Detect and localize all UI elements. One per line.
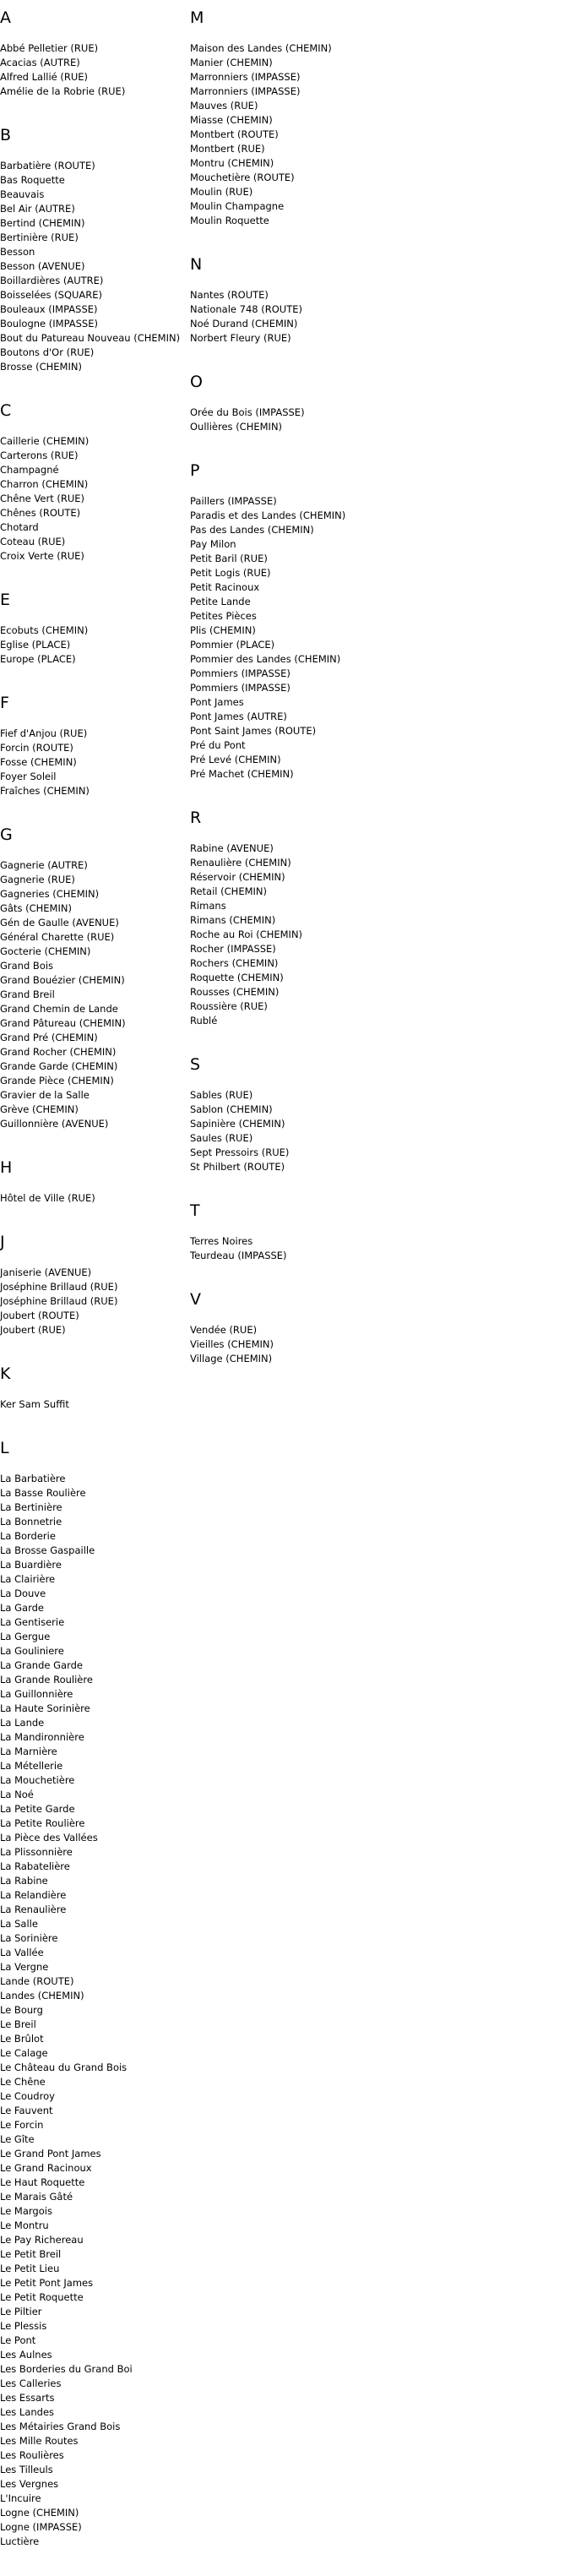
- street-link[interactable]: Le Petit Pont James: [0, 2277, 94, 2289]
- street-link[interactable]: Pommiers (IMPASSE): [190, 682, 290, 694]
- street-link[interactable]: Pay Milon: [190, 538, 236, 550]
- letter-heading: N: [190, 255, 203, 274]
- street-link[interactable]: Le Marais Gâté: [0, 2191, 73, 2203]
- letter-section-m: [190, 8, 562, 228]
- street-link[interactable]: La Vallée: [0, 1947, 44, 1958]
- street-link[interactable]: Petites Pièces: [190, 610, 257, 622]
- street-link[interactable]: Joséphine Brillaud (RUE): [0, 1281, 118, 1293]
- street-link[interactable]: Montbert (ROUTE): [190, 128, 279, 140]
- street-link[interactable]: Réservoir (CHEMIN): [190, 871, 285, 883]
- street-link[interactable]: La Petite Roulière: [0, 1817, 85, 1829]
- street-link[interactable]: Janiserie (AVENUE): [0, 1266, 92, 1278]
- street-link[interactable]: Nantes (ROUTE): [190, 289, 269, 301]
- street-link[interactable]: Chêne Vert (RUE): [0, 493, 85, 504]
- street-link[interactable]: Saules (RUE): [190, 1132, 253, 1144]
- street-link[interactable]: Bertind (CHEMIN): [0, 217, 85, 229]
- street-link[interactable]: Le Bourg: [0, 2004, 43, 2016]
- street-link[interactable]: Le Grand Racinoux: [0, 2162, 92, 2174]
- street-link[interactable]: La Marnière: [0, 1745, 57, 1757]
- street-link[interactable]: L'Incuire: [0, 2492, 41, 2504]
- street-link[interactable]: Petit Logis (RUE): [190, 567, 271, 579]
- letter-heading: T: [190, 1201, 200, 1220]
- street-link[interactable]: La Mouchetière: [0, 1774, 75, 1786]
- street-link[interactable]: La Brosse Gaspaille: [0, 1544, 95, 1556]
- street-link[interactable]: Le Petit Breil: [0, 2248, 62, 2260]
- street-link[interactable]: Terres Noires: [190, 1235, 253, 1247]
- street-link[interactable]: Maison des Landes (CHEMIN): [190, 42, 332, 54]
- street-link[interactable]: La Gouliniere: [0, 1645, 64, 1657]
- street-link[interactable]: Montru (CHEMIN): [190, 157, 274, 169]
- street-link[interactable]: Pré Machet (CHEMIN): [190, 768, 294, 780]
- street-link[interactable]: La Basse Roulière: [0, 1487, 86, 1499]
- street-list: [0, 1266, 187, 1337]
- street-link[interactable]: Boutons d'Or (RUE): [0, 346, 95, 358]
- street-link[interactable]: Luctière: [0, 2535, 40, 2547]
- street-link[interactable]: Logne (CHEMIN): [0, 2507, 79, 2519]
- street-link[interactable]: La Borderie: [0, 1530, 56, 1542]
- street-link[interactable]: Gagnerie (AUTRE): [0, 859, 88, 871]
- street-link[interactable]: Chênes (ROUTE): [0, 507, 81, 519]
- street-link[interactable]: La Mandironnière: [0, 1731, 84, 1743]
- letter-section-c: [0, 401, 187, 564]
- letter-heading: V: [190, 1290, 201, 1309]
- street-link[interactable]: Pont Saint James (ROUTE): [190, 725, 317, 737]
- street-link[interactable]: Bas Roquette: [0, 174, 65, 186]
- street-link[interactable]: Le Piltier: [0, 2306, 42, 2317]
- street-link[interactable]: La Grande Roulière: [0, 1674, 93, 1686]
- street-link[interactable]: La Gergue: [0, 1631, 51, 1642]
- street-link[interactable]: Pommier des Landes (CHEMIN): [190, 653, 341, 665]
- street-link[interactable]: Pas des Landes (CHEMIN): [190, 524, 314, 536]
- street-link[interactable]: Sept Pressoirs (RUE): [190, 1146, 290, 1158]
- street-link[interactable]: Gravier de la Salle: [0, 1089, 90, 1101]
- street-link[interactable]: La Gentiserie: [0, 1616, 65, 1628]
- street-link[interactable]: Sables (RUE): [190, 1089, 253, 1101]
- street-list: [0, 1397, 187, 1412]
- street-link[interactable]: Europe (PLACE): [0, 653, 76, 665]
- street-link[interactable]: Général Charette (RUE): [0, 931, 115, 943]
- letter-section-a: [0, 8, 187, 99]
- street-link[interactable]: Pommier (PLACE): [190, 639, 275, 651]
- street-link[interactable]: La Clairière: [0, 1573, 56, 1585]
- letter-heading: O: [190, 373, 203, 391]
- street-link[interactable]: Petit Racinoux: [190, 581, 260, 593]
- letter-section-o: [190, 373, 562, 434]
- street-link[interactable]: Roquette (CHEMIN): [190, 972, 284, 983]
- street-link[interactable]: La Vergne: [0, 1961, 49, 1973]
- street-link[interactable]: La Rabatelière: [0, 1860, 70, 1872]
- street-link[interactable]: Paillers (IMPASSE): [190, 495, 277, 507]
- street-link[interactable]: Le Calage: [0, 2047, 48, 2059]
- street-link[interactable]: La Bertinière: [0, 1501, 62, 1513]
- street-link[interactable]: Croix Verte (RUE): [0, 550, 84, 562]
- street-link[interactable]: Marronniers (IMPASSE): [190, 71, 301, 83]
- letter-section-v: [190, 1290, 562, 1366]
- street-link[interactable]: Bel Air (AUTRE): [0, 203, 75, 215]
- street-link[interactable]: Hôtel de Ville (RUE): [0, 1192, 95, 1204]
- street-link[interactable]: Pont James: [190, 696, 244, 708]
- street-link[interactable]: La Haute Sorinière: [0, 1702, 90, 1714]
- street-list: [0, 624, 187, 667]
- street-link[interactable]: St Philbert (ROUTE): [190, 1161, 285, 1173]
- street-link[interactable]: Rimans: [190, 900, 226, 912]
- street-link[interactable]: Pré Levé (CHEMIN): [190, 754, 281, 765]
- street-link[interactable]: Landes (CHEMIN): [0, 1990, 84, 2001]
- street-link[interactable]: Rochers (CHEMIN): [190, 957, 279, 969]
- street-link[interactable]: Moulin Roquette: [190, 215, 269, 226]
- street-link[interactable]: Les Essarts: [0, 2392, 55, 2404]
- street-link[interactable]: Lande (ROUTE): [0, 1975, 74, 1987]
- street-link[interactable]: La Sorinière: [0, 1932, 58, 1944]
- street-link[interactable]: La Petite Garde: [0, 1803, 75, 1815]
- street-link[interactable]: Grande Pièce (CHEMIN): [0, 1075, 114, 1086]
- street-link[interactable]: Grand Breil: [0, 988, 55, 1000]
- street-link[interactable]: Le Forcin: [0, 2119, 44, 2131]
- letter-section-k: [0, 1364, 187, 1412]
- street-link[interactable]: La Douve: [0, 1588, 46, 1599]
- street-link[interactable]: Le Haut Roquette: [0, 2176, 85, 2188]
- street-link[interactable]: Pont James (AUTRE): [190, 711, 287, 722]
- street-link[interactable]: Ecobuts (CHEMIN): [0, 624, 89, 636]
- street-link[interactable]: Le Coudroy: [0, 2090, 55, 2102]
- street-link[interactable]: La Plissonnière: [0, 1846, 73, 1858]
- street-link[interactable]: Grand Bouézier (CHEMIN): [0, 974, 125, 986]
- street-link[interactable]: Joubert (ROUTE): [0, 1310, 79, 1321]
- street-link[interactable]: Gén de Gaulle (AVENUE): [0, 917, 119, 929]
- street-list: [190, 494, 562, 782]
- street-link[interactable]: Le Margois: [0, 2205, 52, 2217]
- street-link[interactable]: Acacias (AUTRE): [0, 57, 80, 68]
- street-list: [0, 159, 187, 374]
- street-link[interactable]: Rublé: [190, 1015, 218, 1027]
- street-link[interactable]: La Guillonnière: [0, 1688, 73, 1700]
- street-link[interactable]: Forcin (ROUTE): [0, 742, 73, 754]
- street-link[interactable]: Orée du Bois (IMPASSE): [190, 406, 305, 418]
- street-link[interactable]: Moulin Champagne: [190, 200, 285, 212]
- street-link[interactable]: Abbé Pelletier (RUE): [0, 42, 99, 54]
- right-column: [190, 8, 562, 1393]
- letter-heading: K: [0, 1364, 11, 1383]
- letter-heading: H: [0, 1158, 13, 1177]
- street-link[interactable]: Fief d'Anjou (RUE): [0, 727, 88, 739]
- street-link[interactable]: Miasse (CHEMIN): [190, 114, 273, 126]
- street-link[interactable]: Le Petit Lieu: [0, 2263, 60, 2274]
- street-link[interactable]: Mauves (RUE): [190, 100, 258, 112]
- street-link[interactable]: Grande Garde (CHEMIN): [0, 1060, 118, 1072]
- street-link[interactable]: Roussière (RUE): [190, 1000, 268, 1012]
- street-link[interactable]: Le Petit Roquette: [0, 2291, 84, 2303]
- street-link[interactable]: Renaulière (CHEMIN): [190, 857, 291, 869]
- street-link[interactable]: Caillerie (CHEMIN): [0, 435, 90, 447]
- letter-section-s: [190, 1055, 562, 1174]
- street-link[interactable]: Le Grand Pont James: [0, 2148, 101, 2159]
- street-link[interactable]: Nationale 748 (ROUTE): [190, 303, 302, 315]
- street-link[interactable]: Roche au Roi (CHEMIN): [190, 929, 303, 940]
- street-link[interactable]: Petit Baril (RUE): [190, 553, 268, 564]
- street-list: [0, 1191, 187, 1206]
- street-list: [0, 1472, 187, 2549]
- street-link[interactable]: La Buardière: [0, 1559, 62, 1571]
- letter-heading: A: [0, 8, 11, 27]
- street-link[interactable]: Brosse (CHEMIN): [0, 361, 82, 373]
- letter-section-t: [190, 1201, 562, 1263]
- street-link[interactable]: La Noé: [0, 1789, 34, 1800]
- street-link[interactable]: Petite Lande: [190, 596, 251, 607]
- letter-section-b: [0, 126, 187, 374]
- street-link[interactable]: Mouchetière (ROUTE): [190, 172, 295, 183]
- letter-section-l: [0, 1439, 187, 2549]
- street-link[interactable]: Le Breil: [0, 2018, 36, 2030]
- street-link[interactable]: Manier (CHEMIN): [190, 57, 273, 68]
- street-link[interactable]: La Grande Garde: [0, 1659, 83, 1671]
- street-link[interactable]: Les Borderies du Grand Boi: [0, 2363, 133, 2375]
- street-link[interactable]: Charron (CHEMIN): [0, 478, 89, 490]
- street-link[interactable]: Montbert (RUE): [190, 143, 265, 155]
- street-link[interactable]: Ker Sam Suffit: [0, 1398, 69, 1410]
- street-link[interactable]: Amélie de la Robrie (RUE): [0, 85, 126, 97]
- street-link[interactable]: La Pièce des Vallées: [0, 1832, 98, 1844]
- street-link[interactable]: Vieilles (CHEMIN): [190, 1338, 274, 1350]
- street-link[interactable]: Le Plessis: [0, 2320, 47, 2332]
- street-link[interactable]: Le Brûlot: [0, 2033, 44, 2045]
- street-link[interactable]: Moulin (RUE): [190, 186, 253, 198]
- letter-heading: F: [0, 694, 9, 712]
- street-link[interactable]: Alfred Lallié (RUE): [0, 71, 89, 83]
- street-link[interactable]: Grève (CHEMIN): [0, 1103, 79, 1115]
- street-link[interactable]: La Bonnetrie: [0, 1516, 62, 1528]
- letter-heading: M: [190, 8, 204, 27]
- street-link[interactable]: Marronniers (IMPASSE): [190, 85, 301, 97]
- street-link[interactable]: Beauvais: [0, 188, 45, 200]
- street-link[interactable]: Foyer Soleil: [0, 771, 57, 782]
- street-link[interactable]: Le Fauvent: [0, 2105, 53, 2116]
- street-link[interactable]: Le Pay Richereau: [0, 2234, 84, 2246]
- street-list: [190, 1088, 562, 1174]
- street-link[interactable]: Rimans (CHEMIN): [190, 914, 276, 926]
- street-link[interactable]: Les Calleries: [0, 2377, 62, 2389]
- street-link[interactable]: Boillardières (AUTRE): [0, 275, 104, 286]
- street-link[interactable]: Fosse (CHEMIN): [0, 756, 77, 768]
- street-link[interactable]: Sablon (CHEMIN): [190, 1103, 273, 1115]
- street-link[interactable]: Grand Pâtureau (CHEMIN): [0, 1017, 126, 1029]
- street-link[interactable]: Chotard: [0, 521, 39, 533]
- street-link[interactable]: Les Vergnes: [0, 2478, 59, 2490]
- street-link[interactable]: Grand Pré (CHEMIN): [0, 1032, 98, 1043]
- street-link[interactable]: Bertinière (RUE): [0, 231, 79, 243]
- street-link[interactable]: Noé Durand (CHEMIN): [190, 318, 298, 329]
- street-link[interactable]: Rousses (CHEMIN): [190, 986, 280, 998]
- street-link[interactable]: Le Château du Grand Bois: [0, 2061, 128, 2073]
- letter-section-r: [190, 809, 562, 1028]
- letter-section-g: [0, 825, 187, 1131]
- street-link[interactable]: Grand Chemin de Lande: [0, 1003, 118, 1015]
- street-link[interactable]: La Lande: [0, 1717, 45, 1729]
- street-link[interactable]: Le Pont: [0, 2334, 36, 2346]
- street-link[interactable]: La Barbatière: [0, 1473, 66, 1484]
- street-link[interactable]: Oullières (CHEMIN): [190, 421, 283, 433]
- street-link[interactable]: Le Chêne: [0, 2076, 46, 2088]
- street-link[interactable]: Paradis et des Landes (CHEMIN): [190, 509, 346, 521]
- street-link[interactable]: Les Mille Routes: [0, 2435, 79, 2447]
- letter-section-h: [0, 1158, 187, 1206]
- letter-section-n: [190, 255, 562, 346]
- street-link[interactable]: Les Roulières: [0, 2449, 64, 2461]
- street-link[interactable]: La Rabine: [0, 1875, 48, 1887]
- letter-heading: S: [190, 1055, 201, 1074]
- street-link[interactable]: Les Métairies Grand Bois: [0, 2421, 121, 2432]
- street-link[interactable]: Les Tilleuls: [0, 2464, 53, 2475]
- street-list: [190, 1234, 562, 1263]
- street-link[interactable]: Le Montru: [0, 2219, 49, 2231]
- street-link[interactable]: La Métellerie: [0, 1760, 63, 1772]
- street-link[interactable]: Teurdeau (IMPASSE): [190, 1250, 287, 1261]
- street-link[interactable]: Coteau (RUE): [0, 536, 66, 547]
- street-list: [0, 434, 187, 564]
- street-link[interactable]: Bout du Patureau Nouveau (CHEMIN): [0, 332, 181, 344]
- street-link[interactable]: Boisselées (SQUARE): [0, 289, 103, 301]
- street-link[interactable]: Pommiers (IMPASSE): [190, 667, 290, 679]
- street-list: [190, 406, 562, 434]
- street-link[interactable]: La Salle: [0, 1918, 38, 1930]
- letter-heading: G: [0, 825, 13, 844]
- street-link[interactable]: Gagneries (CHEMIN): [0, 888, 100, 900]
- street-list: [0, 858, 187, 1131]
- street-link[interactable]: Carterons (RUE): [0, 449, 79, 461]
- street-link[interactable]: La Garde: [0, 1602, 44, 1614]
- letter-section-j: [0, 1233, 187, 1337]
- street-link[interactable]: Rabine (AVENUE): [190, 842, 274, 854]
- letter-heading: C: [0, 401, 12, 420]
- street-link[interactable]: Champagné: [0, 464, 59, 476]
- street-link[interactable]: Retail (CHEMIN): [190, 885, 267, 897]
- street-link[interactable]: La Relandière: [0, 1889, 67, 1901]
- street-link[interactable]: Besson: [0, 246, 35, 258]
- letter-heading: L: [0, 1439, 9, 1457]
- street-link[interactable]: Besson (AVENUE): [0, 260, 85, 272]
- left-column: [0, 8, 187, 2576]
- street-link[interactable]: Joséphine Brillaud (RUE): [0, 1295, 118, 1307]
- letter-section-e: [0, 591, 187, 667]
- street-link[interactable]: Vendée (RUE): [190, 1324, 258, 1336]
- street-link[interactable]: Le Gîte: [0, 2133, 35, 2145]
- street-list: [190, 41, 562, 228]
- street-link[interactable]: Gocterie (CHEMIN): [0, 945, 91, 957]
- street-link[interactable]: Village (CHEMIN): [190, 1353, 273, 1364]
- street-list: [0, 41, 187, 99]
- street-link[interactable]: Les Aulnes: [0, 2349, 52, 2361]
- street-list: [190, 841, 562, 1028]
- street-link[interactable]: Joubert (RUE): [0, 1324, 66, 1336]
- street-link[interactable]: Rocher (IMPASSE): [190, 943, 276, 955]
- street-link[interactable]: Barbatière (ROUTE): [0, 160, 95, 172]
- street-link[interactable]: Bouleaux (IMPASSE): [0, 303, 98, 315]
- street-list: [0, 727, 187, 798]
- letter-heading: J: [0, 1233, 5, 1251]
- letter-section-f: [0, 694, 187, 798]
- street-link[interactable]: Gagnerie (RUE): [0, 874, 75, 885]
- street-list: [190, 288, 562, 346]
- letter-section-p: [190, 461, 562, 782]
- street-link[interactable]: Gâts (CHEMIN): [0, 902, 72, 914]
- street-link[interactable]: Plis (CHEMIN): [190, 624, 256, 636]
- street-link[interactable]: Fraîches (CHEMIN): [0, 785, 90, 797]
- street-link[interactable]: Sapinière (CHEMIN): [190, 1118, 285, 1130]
- letter-heading: P: [190, 461, 200, 480]
- street-link[interactable]: Guillonnière (AVENUE): [0, 1118, 109, 1130]
- street-link[interactable]: Logne (IMPASSE): [0, 2521, 82, 2533]
- street-link[interactable]: Grand Bois: [0, 960, 54, 972]
- street-link[interactable]: Les Landes: [0, 2406, 55, 2418]
- letter-heading: E: [0, 591, 11, 609]
- letter-heading: R: [190, 809, 202, 827]
- street-link[interactable]: La Renaulière: [0, 1903, 67, 1915]
- street-link[interactable]: Grand Rocher (CHEMIN): [0, 1046, 117, 1058]
- letter-heading: B: [0, 126, 12, 144]
- street-link[interactable]: Eglise (PLACE): [0, 639, 71, 651]
- street-link[interactable]: Norbert Fleury (RUE): [190, 332, 291, 344]
- street-link[interactable]: Boulogne (IMPASSE): [0, 318, 98, 329]
- street-link[interactable]: Pré du Pont: [190, 739, 246, 751]
- street-list: [190, 1323, 562, 1366]
